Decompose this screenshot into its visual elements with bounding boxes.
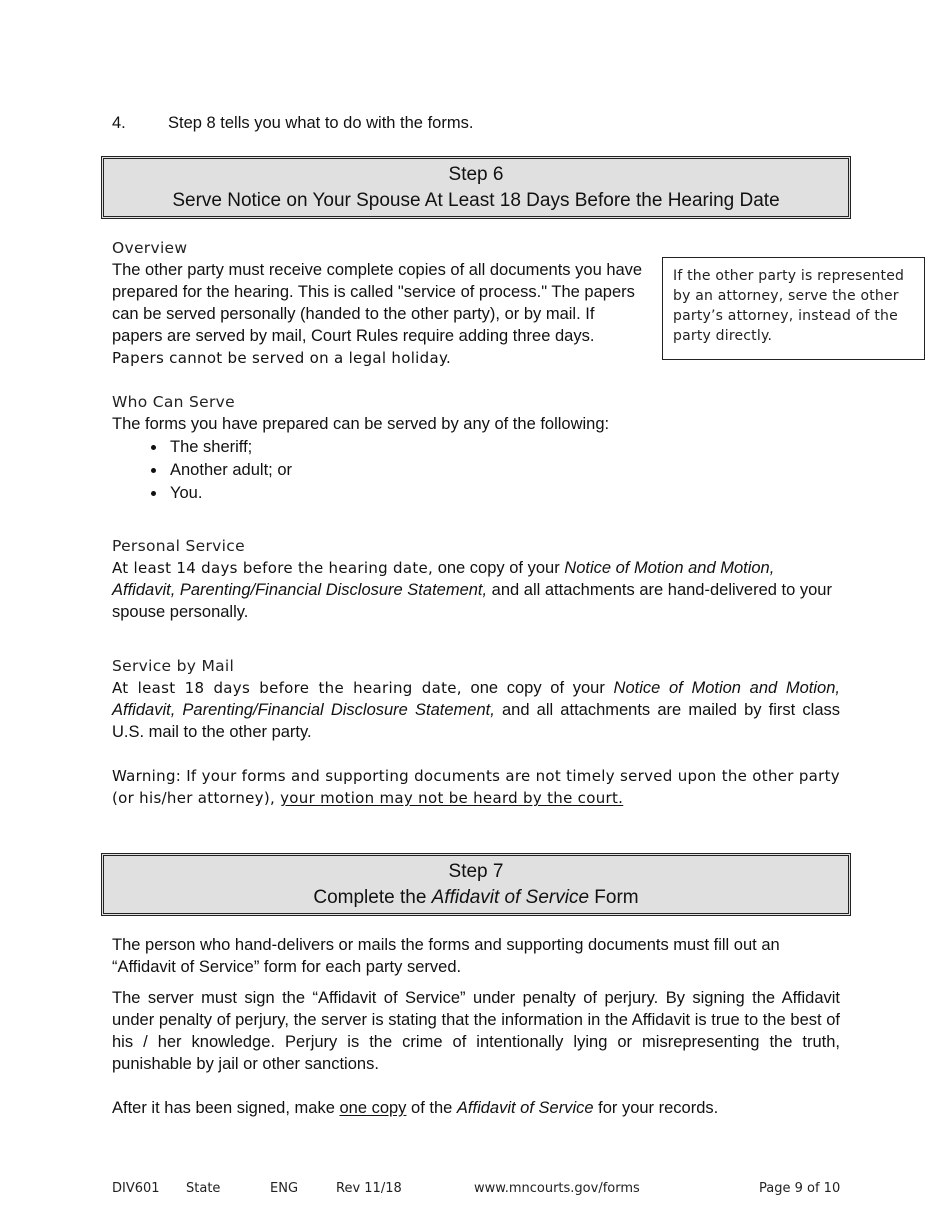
warning-underlined: your motion may not be heard by the court. [280,789,624,807]
footer-state: State [186,1181,221,1196]
step7-header [101,853,851,916]
personal-service-forms: Notice of Motion and Motion, Affidavit, Parenting/Financial Disclosure Statement, [112,559,775,599]
footer-page-number: Page 9 of 10 [759,1181,841,1196]
who-can-serve-body: The forms you have prepared can be served by any of the following: [112,415,610,433]
personal-service-mid: one copy of your [433,559,565,577]
who-can-serve-section [112,391,840,504]
server-list [112,436,840,504]
warning-text: Warning: If your forms and supporting documents are not timely served upon the other party (or his/her attorney), [112,767,840,807]
personal-service-heading: Personal Service [112,537,245,555]
p3-italic: Affidavit of Service [456,1099,594,1117]
intro-text: Step 8 tells you what to do with the forms. [168,114,474,132]
mail-service-section [112,655,840,743]
step7-paragraph-3 [112,1097,840,1119]
list-item: • Another adult; or [167,459,840,481]
intro-number: 4. [112,114,126,132]
warning-section [112,765,840,809]
mail-service-lead: At least 18 days before the hearing date, [112,679,462,697]
step7-paragraph-1: The person who hand-delivers or mails the forms and supporting documents must fill out an “Affidavit of Service” form for each party served. [112,936,780,976]
personal-service-tail: and all attachments are hand-delivered to your spouse personally. [112,581,832,621]
overview-section [112,237,644,369]
overview-holiday: Papers cannot be served on a legal holiday. [112,349,452,367]
step7-subtitle [104,885,848,911]
mail-service-tail: and all attachments are mailed by first class U.S. mail to the other party. [112,701,841,741]
p3-mid: of the [406,1099,457,1117]
overview-heading: Overview [112,239,188,257]
footer-language: ENG [270,1181,299,1196]
overview-body: The other party must receive complete copies of all documents you have prepared for the hearing. This is called "service of process." The papers can be served personally (handed to the other party), or by mail. If papers are served by mail, Court Rules require adding three days. [112,261,643,345]
footer-url: www.mncourts.gov/forms [474,1181,640,1196]
mail-service-heading: Service by Mail [112,657,235,675]
list-item: • The sheriff; [167,436,840,458]
footer-revision: Rev 11/18 [336,1181,402,1196]
step7-subtitle-post: Form [589,887,639,908]
footer-form-number: DIV601 [112,1181,160,1196]
list-item: • You. [167,482,840,504]
mail-service-forms: Notice of Motion and Motion, Affidavit, Parenting/Financial Disclosure Statement, [112,679,840,719]
step7-title: Step 7 [448,861,504,882]
p3-pre: After it has been signed, make [112,1099,340,1117]
p3-underlined: one copy [339,1099,407,1117]
mail-service-mid: one copy of your [461,679,614,697]
step6-subtitle: Serve Notice on Your Spouse At Least 18 Days Before the Hearing Date [172,190,780,211]
who-can-serve-heading: Who Can Serve [112,393,235,411]
step7-subtitle-italic: Affidavit of Service [431,887,590,908]
intro-item [112,112,473,134]
step7-paragraph-2: The server must sign the “Affidavit of Service” under penalty of perjury. By signing the Affidavit under penalty of perjury, the server is stating that the information in the Affidavit is true to the best of his / her knowledge. Perjury is the crime of intentionally lying or misrepresenting the truth, punishable by jail or other sanctions. [112,989,840,1073]
step6-title: Step 6 [448,164,504,185]
attorney-note-box: If the other party is represented by an attorney, serve the other party’s attorney, instead of the party directly. [662,257,925,360]
personal-service-section [112,535,840,623]
step7-subtitle-pre: Complete the [313,887,432,908]
personal-service-lead: At least 14 days before the hearing date, [112,559,434,577]
p3-post: for your records. [593,1099,719,1117]
step6-header [101,156,851,219]
